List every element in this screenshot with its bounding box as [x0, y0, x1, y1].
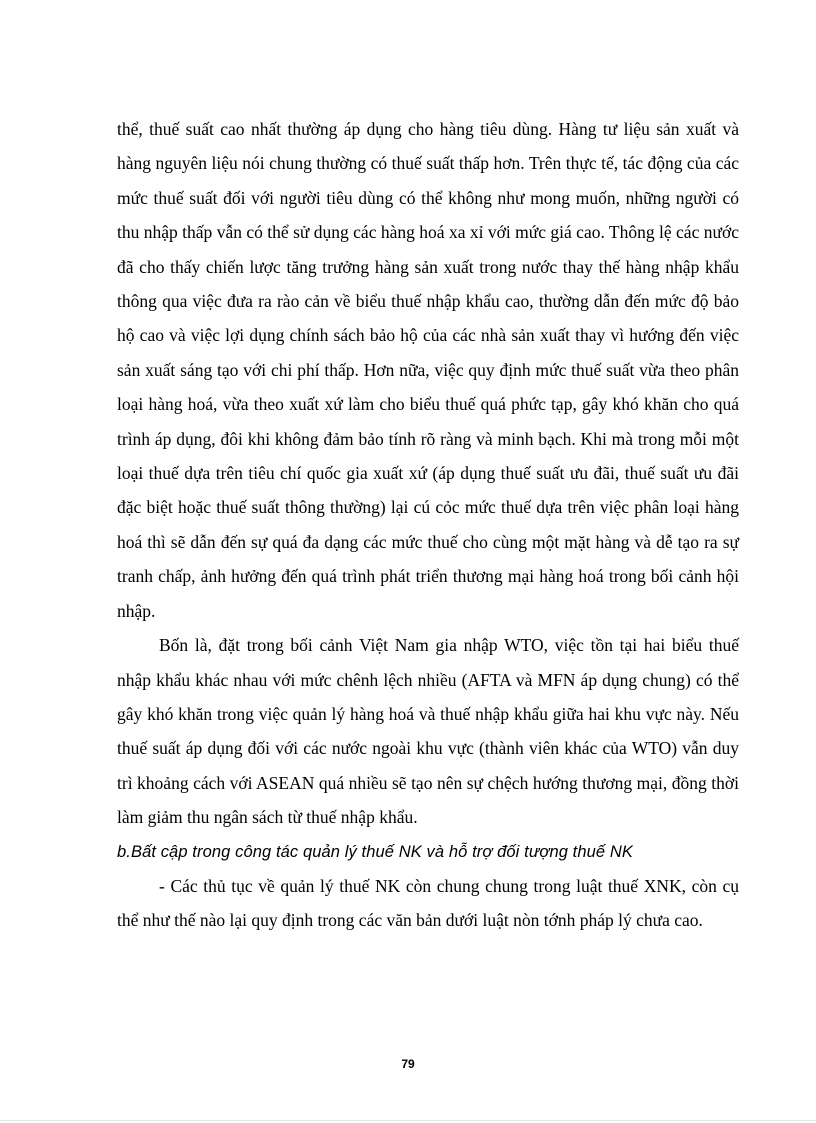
section-heading-b: b.Bất cập trong công tác quản lý thuế NK và hỗ trợ đối tượng thuế NK: [117, 842, 634, 861]
paragraph-fourth-point-wto: Bốn là, đặt trong bối cảnh Việt Nam gia nhập WTO, việc tồn tại hai biểu thuế nhập khẩu khác nhau với mức chênh lệch nhiều (AFTA và MFN áp dụng chung) có thể gây khó khăn trong việc quản lý hàng hoá và thuế nhập khẩu giữa hai khu vực này. Nếu thuế suất áp dụng đối với các nước ngoài khu vực (thành viên khác của WTO) vẫn duy trì khoảng cách với ASEAN quá nhiều sẽ tạo nên sự chệch hướng thương mại, đồng thời làm giảm thu ngân sách từ thuế nhập khẩu.: [117, 635, 739, 828]
page-number: 79: [401, 1057, 415, 1071]
page-bottom-divider: [0, 1120, 816, 1121]
paragraph-tariff-structure: thể, thuế suất cao nhất thường áp dụng cho hàng tiêu dùng. Hàng tư liệu sản xuất và hàng nguyên liệu nói chung thường có thuế suất thấp hơn. Trên thực tế, tác động của các mức thuế suất đối với người tiêu dùng có thể không như mong muốn, những người có thu nhập thấp vẫn có thể sử dụng các hàng hoá xa xỉ với mức giá cao. Thông lệ các nước đã cho thấy chiến lược tăng trưởng hàng sản xuất trong nước thay thế hàng nhập khẩu thông qua việc đưa ra rào cản về biểu thuế nhập khẩu cao, thường dẫn đến mức độ bảo hộ cao và việc lợi dụng chính sách bảo hộ của các nhà sản xuất thay vì hướng đến việc sản xuất sáng tạo với chi phí thấp. Hơn nữa, việc quy định mức thuế suất vừa theo phân loại hàng hoá, vừa theo xuất xứ làm cho biểu thuế quá phức tạp, gây khó khăn cho quá trình áp dụng, đôi khi không đảm bảo tính rõ ràng và minh bạch. Khi mà trong mỗi một loại thuế dựa trên tiêu chí quốc gia xuất xứ (áp dụng thuế suất ưu đãi, thuế suất ưu đãi đặc biệt hoặc thuế suất thông thường) lại cú cỏc mức thuế dựa trên việc phân loại hàng hoá thì sẽ dẫn đến sự quá đa dạng các mức thuế cho cùng một mặt hàng và dễ tạo ra sự tranh chấp, ảnh hưởng đến quá trình phát triển thương mại hàng hoá trong bối cảnh hội nhập.: [117, 119, 739, 621]
page-body: [117, 112, 739, 938]
bullet-paragraph-procedures: - Các thủ tục về quản lý thuế NK còn chung chung trong luật thuế XNK, còn cụ thể như thế nào lại quy định trong các văn bản dưới luật nòn tớnh pháp lý chưa cao.: [117, 875, 739, 931]
